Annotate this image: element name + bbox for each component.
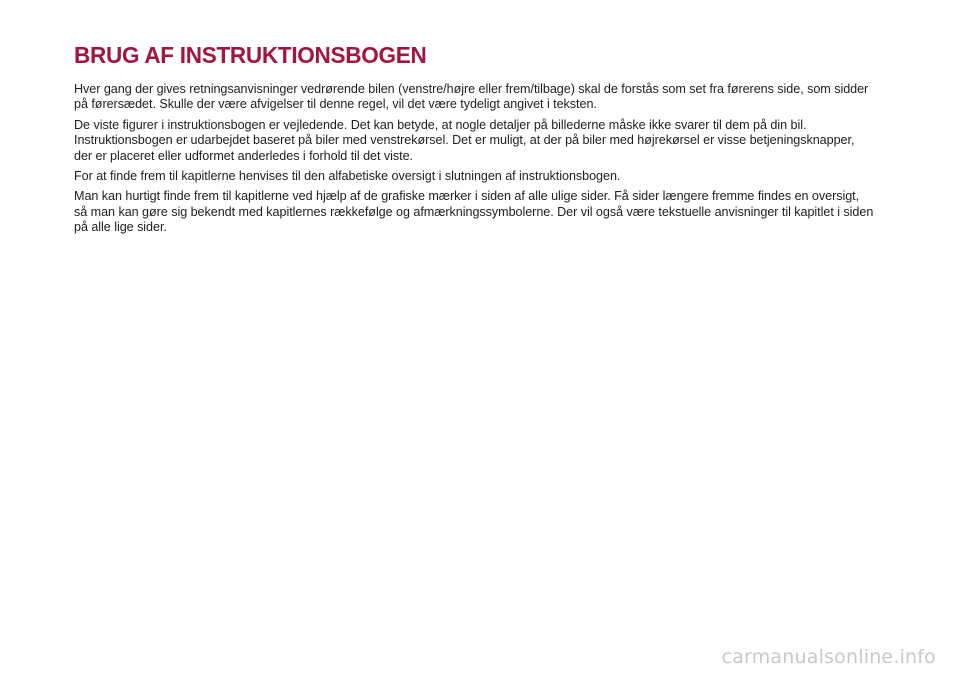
watermark: carmanualsonline.info — [721, 646, 936, 668]
paragraph-directions: Hver gang der gives retningsanvisninger vedrørende bilen (venstre/højre eller frem/tilbage) skal de forstås som set fra førerens side, som sidder på førersædet. Skulle der være afvigelser til denne regel, vil det være tydeligt angivet i teksten. — [74, 82, 869, 112]
paragraph-figures: De viste figurer i instruktionsbogen er vejledende. Det kan betyde, at nogle detaljer på billederne måske ikke svarer til dem på din bil. Instruktionsbogen er udarbejdet baseret på biler med venstrekørsel. Det er muligt, at der på biler med højrekørsel er visse betjeningsknapper, der er placeret eller udformet anderledes i forhold til det viste. — [74, 117, 855, 163]
paragraph-index: For at finde frem til kapitlerne henvises til den alfabetiske oversigt i slutningen af instruktionsbogen. — [74, 169, 621, 184]
page-title: BRUG AF INSTRUKTIONSBOGEN — [74, 42, 427, 68]
paragraph-chapter-marks: Man kan hurtigt finde frem til kapitlerne ved hjælp af de grafiske mærker i siden af alle ulige sider. Få sider længere fremme findes en oversigt, så man kan gøre sig bekendt med kapitlernes rækkefølge og afmærkningssymbolerne. Der vil også være tekstuelle anvisninger til kapitlet i siden på alle lige sider. — [74, 189, 874, 235]
document-page — [74, 42, 874, 241]
